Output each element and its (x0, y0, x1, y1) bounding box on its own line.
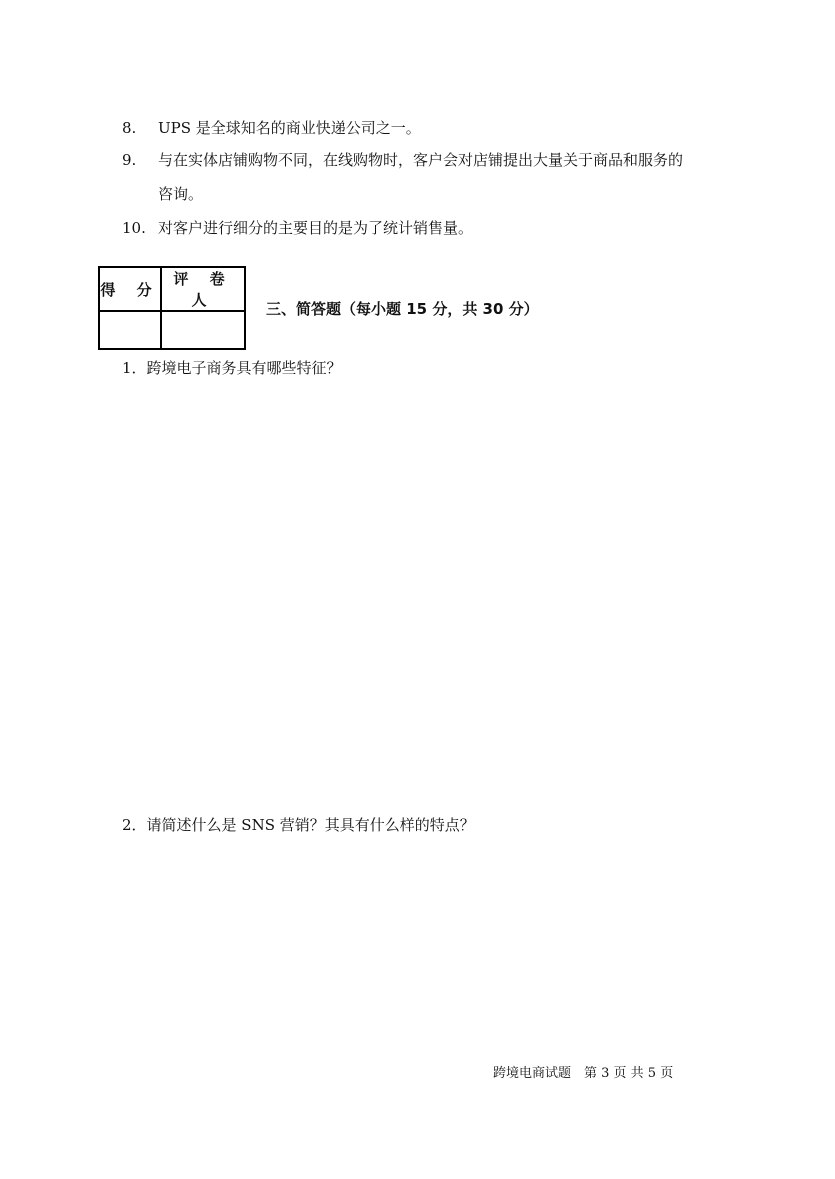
statement-text: 对客户进行细分的主要目的是为了统计销售量。 (158, 219, 474, 237)
grader-label: 评 卷 人 (161, 267, 245, 311)
page-footer: 跨境电商试题 第 3 页 共 5 页 (493, 1066, 674, 1081)
statement-9 (122, 149, 683, 171)
statement-10 (122, 217, 473, 239)
grader-cell[interactable] (161, 311, 245, 349)
score-label: 得 分 (99, 267, 161, 311)
statement-text: 与在实体店铺购物不同，在线购物时，客户会对店铺提出大量关于商品和服务的 (158, 151, 684, 169)
statement-9-continuation: 咨询。 (158, 185, 204, 203)
score-box (98, 266, 246, 350)
statement-8 (122, 117, 421, 139)
answer-area-2[interactable] (120, 848, 720, 1048)
section-title: 三、简答题（每小题 15 分，共 30 分） (266, 300, 539, 318)
answer-area-1[interactable] (120, 390, 720, 800)
question-1: 1．跨境电子商务具有哪些特征？ (122, 359, 342, 377)
statement-number: 10. (122, 219, 146, 237)
statement-number: 9. (122, 151, 137, 169)
statement-number: 8. (122, 119, 137, 137)
score-cell[interactable] (99, 311, 161, 349)
statement-text: UPS 是全球知名的商业快递公司之一。 (158, 119, 421, 137)
question-2: 2．请简述什么是 SNS 营销？其具有什么样的特点？ (122, 816, 475, 834)
